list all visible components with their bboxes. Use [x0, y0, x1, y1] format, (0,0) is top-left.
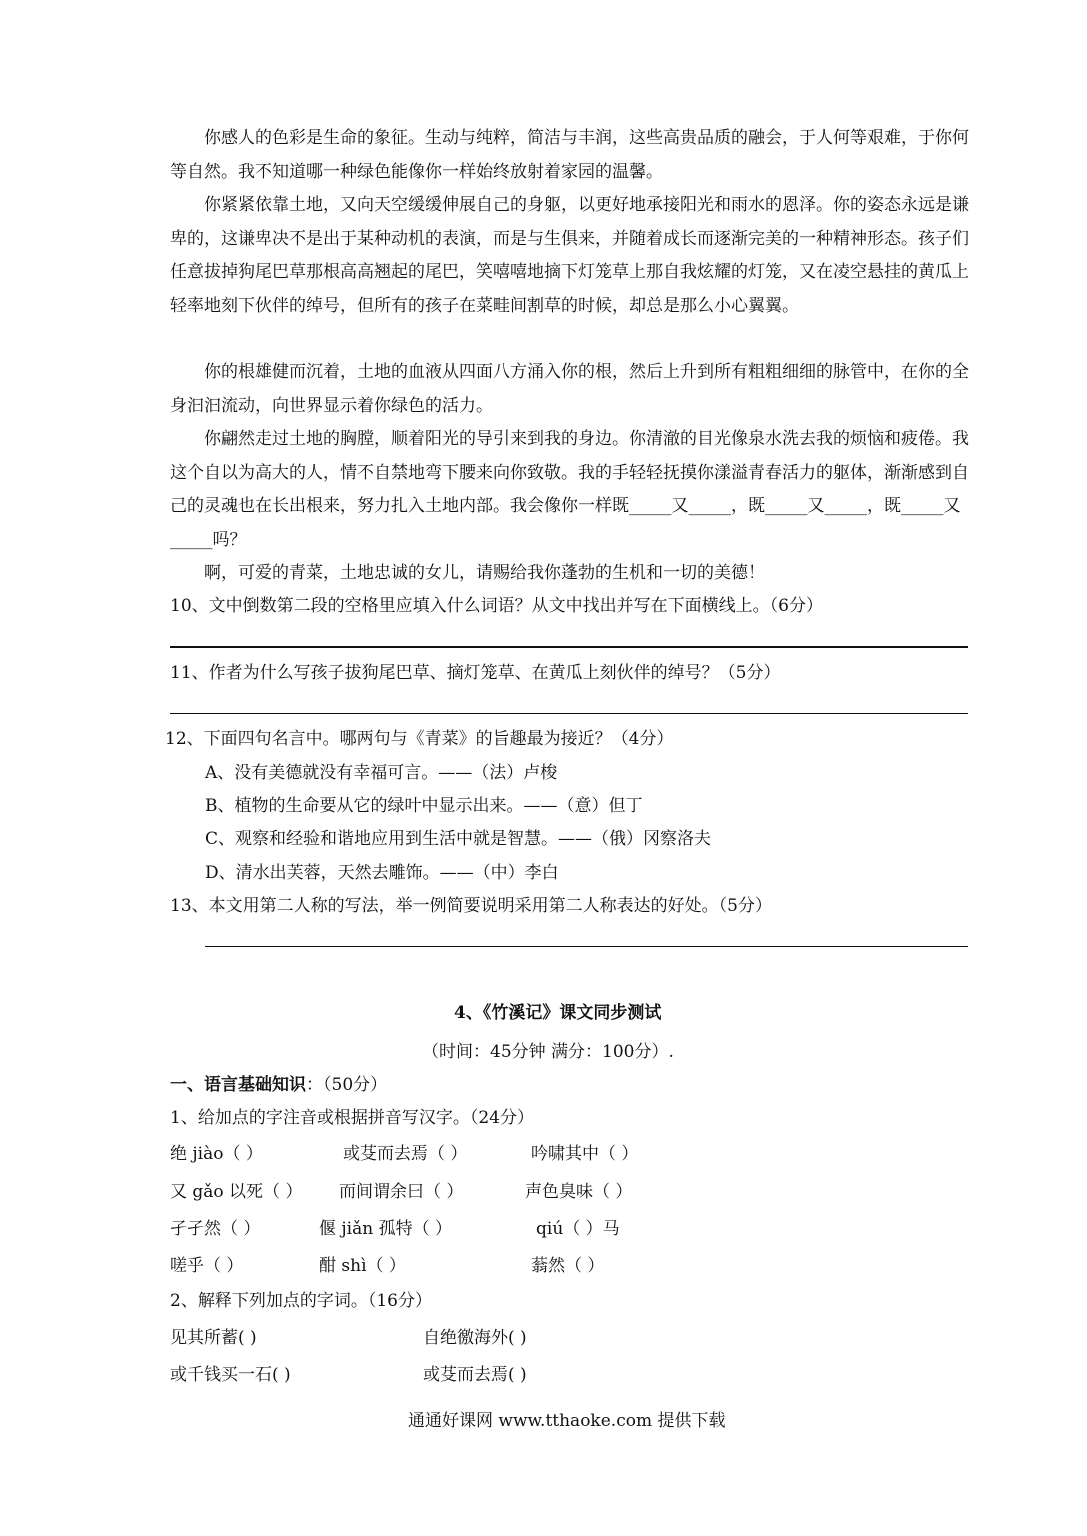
question-13: 13、本文用第二人称的写法，举一例简要说明采用第二人称表达的好处。（5分） — [170, 896, 772, 916]
question-11: 11、作者为什么写孩子拔狗尾巴草、摘灯笼草、在黄瓜上刻伙伴的绰号？（5分） — [170, 663, 781, 683]
answer-line-11[interactable] — [170, 713, 968, 714]
q1-item: 吟啸其中（ ） — [531, 1144, 639, 1164]
q2-item: 或芟而去焉( ) — [423, 1365, 527, 1385]
question-12: 12、下面四句名言中。哪两句与《青菜》的旨趣最为接近？（4分） — [165, 729, 674, 749]
q1-item: 又 gǎo 以死（ ） — [170, 1182, 303, 1202]
time-info: （时间：45分钟 满分：100分）. — [422, 1042, 674, 1062]
q1-item: 酣 shì（ ） — [319, 1256, 406, 1276]
question-2: 2、解释下列加点的字词。（16分） — [170, 1291, 432, 1311]
q1-item: 或芟而去焉（ ） — [343, 1144, 468, 1164]
question-12-option-c: C、观察和经验和谐地应用到生活中就是智慧。——（俄）冈察洛夫 — [205, 829, 712, 849]
question-12-option-d: D、清水出芙蓉，天然去雕饰。——（中）李白 — [205, 863, 559, 883]
q1-item: 绝 jiào（ ） — [170, 1144, 263, 1164]
section-title: 4、《竹溪记》课文同步测试 — [454, 1003, 662, 1023]
q2-item: 或千钱买一石( ) — [170, 1365, 291, 1385]
answer-line-10[interactable] — [170, 646, 968, 648]
question-12-option-b: B、植物的生命要从它的绿叶中显示出来。——（意）但丁 — [205, 796, 643, 816]
part-1-heading-label: 一、语言基础知识 — [170, 1075, 306, 1095]
q1-item: 嗟乎（ ） — [170, 1256, 244, 1276]
passage-paragraph-3: 你的根雄健而沉着，土地的血液从四面八方涌入你的根，然后上升到所有粗粗细细的脉管中，在你的全身汩汩流动，向世界显示着你绿色的活力。 — [170, 362, 969, 416]
q1-item: 声色臭味（ ） — [525, 1182, 633, 1202]
answer-line-13[interactable] — [205, 946, 968, 947]
q1-item: qiú（ ）马 — [536, 1219, 620, 1239]
passage-paragraph-4: 你翩然走过土地的胸膛，顺着阳光的导引来到我的身边。你清澈的目光像泉水洗去我的烦恼和疲倦。我这个自以为高大的人，情不自禁地弯下腰来向你致敬。我的手轻轻抚摸你漾溢青春活力的躯体，渐渐感到自己的灵魂也在长出根来，努力扎入土地内部。我会像你一样既_____又_____，既_____又_____，既_____又_____吗？ — [170, 429, 969, 550]
question-12-option-a: A、没有美德就没有幸福可言。——（法）卢梭 — [205, 763, 558, 783]
q1-item: 偃 jiǎn 孤特（ ） — [319, 1219, 453, 1239]
passage-paragraph-5: 啊，可爱的青菜，土地忠诚的女儿，请赐给我你蓬勃的生机和一切的美德！ — [204, 563, 765, 583]
q2-item: 见其所蓄( ) — [170, 1328, 257, 1348]
question-10: 10、文中倒数第二段的空格里应填入什么词语？从文中找出并写在下面横线上。（6分） — [170, 596, 823, 616]
q2-item: 自绝徼海外( ) — [423, 1328, 527, 1348]
part-1-heading — [170, 1074, 387, 1096]
passage-paragraph-1: 你感人的色彩是生命的象征。生动与纯粹，简洁与丰润，这些高贵品质的融会，于人何等艰难，于你何等自然。我不知道哪一种绿色能像你一样始终放射着家园的温馨。 — [170, 128, 969, 182]
passage-paragraph-2: 你紧紧依靠土地，又向天空缓缓伸展自己的身躯，以更好地承接阳光和雨水的恩泽。你的姿态永远是谦卑的，这谦卑决不是出于某种动机的表演，而是与生俱来，并随着成长而逐渐完美的一种精神形态。孩子们任意拔掉狗尾巴草那根高高翘起的尾巴，笑嘻嘻地摘下灯笼草上那自我炫耀的灯笼，又在凌空悬挂的黄瓜上轻率地刻下伙伴的绰号，但所有的孩子在菜畦间割草的时候，却总是那么小心翼翼。 — [170, 195, 969, 316]
q1-item: 蓊然（ ） — [531, 1256, 605, 1276]
question-1: 1、给加点的字注音或根据拼音写汉字。（24分） — [170, 1108, 534, 1128]
page-footer: 通通好课网 www.tthaoke.com 提供下载 — [408, 1411, 726, 1431]
part-1-heading-score: ：（50分） — [306, 1075, 388, 1095]
q1-item: 孑孑然（ ） — [170, 1219, 261, 1239]
q1-item: 而间谓余曰（ ） — [339, 1182, 464, 1202]
